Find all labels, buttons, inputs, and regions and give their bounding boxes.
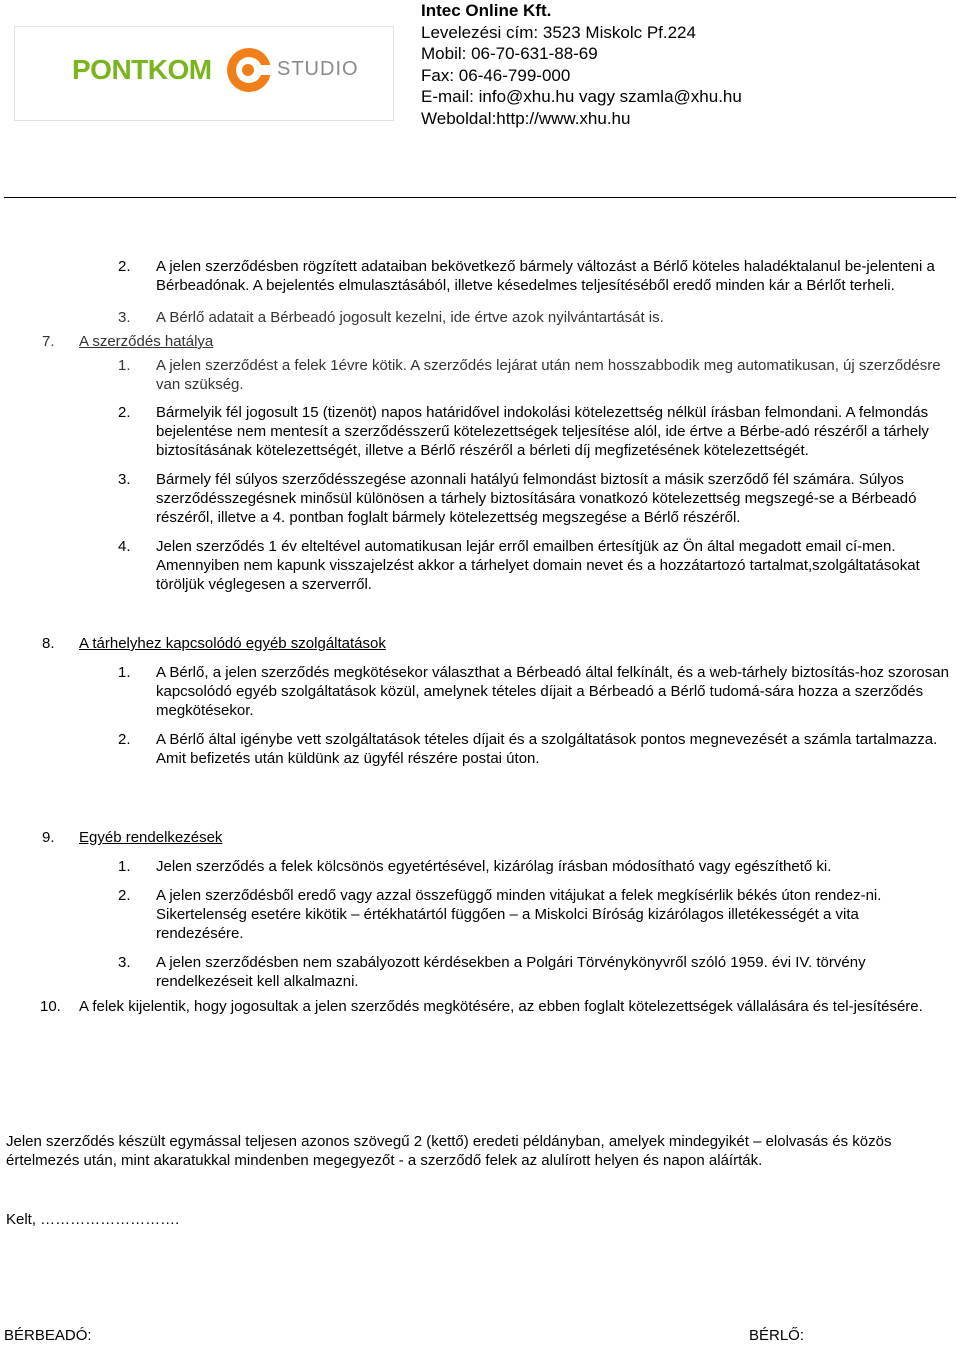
- item-number: 4.: [118, 538, 131, 555]
- sec9-item-2: [0, 886, 960, 943]
- header-divider: [4, 197, 956, 198]
- sec7-heading: [0, 332, 960, 351]
- item-text: Jelen szerződés 1 év elteltével automatikusan lejár erről emailben értesítjük az Ön által megadott email cí-men. Amennyiben nem kapunk visszajelzést akkor a tárhelyet domain nevet és a hozzátartozó tartalmat,szolgáltatásokat töröljük véglegesen a szerverről.: [156, 538, 920, 593]
- section-number: 8.: [42, 635, 55, 652]
- section-title: A szerződés hatálya: [79, 333, 214, 350]
- sec7-item-4: [0, 537, 960, 594]
- section-title: A tárhelyhez kapcsolódó egyéb szolgáltatások: [79, 635, 386, 652]
- company-logo: [14, 26, 394, 121]
- item-number: 2.: [118, 404, 131, 421]
- pontkom-logo-image: [15, 27, 395, 122]
- company-email: E-mail: info@xhu.hu vagy szamla@xhu.hu: [421, 87, 742, 106]
- item-text: Bármelyik fél jogosult 15 (tizenöt) napos határidővel indokolási kötelezettség nélkül írásban felmondani. A felmondás bejelentése nem mentesít a szerződésszerű kötelezettségek teljesítése alól, ide értve a Bérbe-adó részéről a tárhely biztosításának kötelezettségét, illetve a Bérlő részéről a bérleti díj megfizetésének kötelezettségét.: [156, 404, 929, 459]
- sec9-item-3: [0, 953, 960, 991]
- item-text: A jelen szerződésben nem szabályozott kérdésekben a Polgári Törvénykönyvről szóló 1959. évi IV. törvény rendelkezéseit kell alkalmazni.: [156, 954, 866, 990]
- company-mobile: Mobil: 06-70-631-88-69: [421, 44, 598, 63]
- item-number: 3.: [118, 309, 131, 326]
- section-number: 9.: [42, 829, 55, 846]
- company-address: Levelezési cím: 3523 Miskolc Pf.224: [421, 22, 696, 42]
- section-number: 10.: [40, 998, 61, 1015]
- item-text: A Bérlő által igénybe vett szolgáltatások tételes díjait és a szolgáltatások pontos megnevezését a számla tartalmazza. Amit befizetés után küldünk az ügyfél részére postai úton.: [156, 731, 938, 767]
- section-number: 7.: [42, 333, 55, 350]
- item-number: 1.: [118, 664, 131, 681]
- sec10: [0, 997, 960, 1016]
- closing-paragraph: Jelen szerződés készült egymással teljesen azonos szövegű 2 (kettő) eredeti példányban, amelyek mindegyikét – elolvasás és közös értelmezés után, mint akaratukkal mindenben megegyezőt - a szerződő felek az alulírott helyen és napon aláírták.: [6, 1133, 892, 1169]
- company-fax: Fax: 06-46-799-000: [421, 65, 571, 85]
- section-title: Egyéb rendelkezések: [79, 829, 223, 846]
- item-number: 2.: [118, 258, 131, 275]
- item-number: 1.: [118, 357, 131, 374]
- item-text: A jelen szerződésben rögzített adataiban bekövetkező bármely változást a Bérlő köteles haladéktalanul be-jelenteni a Bérbeadónak. A bejelentés elmulasztásából, illetve késedelmes teljesítéséből eredő minden kár a Bérlőt terheli.: [156, 258, 935, 294]
- sec8-item-2: [0, 730, 960, 768]
- kelt-line: Kelt, ……………………….: [6, 1211, 180, 1228]
- item-number: 3.: [118, 471, 131, 488]
- item-text: A jelen szerződésből eredő vagy azzal összefüggő minden vitájukat a felek megkísérlik békés úton rendez-ni. Sikertelenség esetére kikötik – értékhatártól függően – a Miskolci Bíróság kizárólagos illetékességét a vita rendezésére.: [156, 887, 882, 942]
- sec9-item-1: [0, 857, 960, 876]
- sec6-item-2: [0, 257, 960, 295]
- item-number: 1.: [118, 858, 131, 875]
- company-web: Weboldal:http://www.xhu.hu: [421, 108, 631, 128]
- svg-text:PONTKOM: PONTKOM: [72, 54, 212, 85]
- item-text: Bármely fél súlyos szerződésszegése azonnali hatályú felmondást biztosít a másik szerződő fél számára. Súlyos szerződésszegésnek minősül különösen a tárhely biztosítására vonatkozó kötelezettség megszegé-se a Bérbeadó részéről, illetve a 4. pontban foglalt bármely kötelezettség megszegése a Bérlő részéről.: [156, 471, 917, 526]
- contract-body: [0, 257, 960, 1016]
- sec9-heading: [0, 828, 960, 847]
- sec7-item-2: [0, 403, 960, 460]
- item-text: Jelen szerződés a felek kölcsönös egyetértésével, kizárólag írásban módosítható vagy egészíthető ki.: [156, 858, 832, 875]
- sec6-item-3: [0, 308, 960, 327]
- item-text: A Bérlő adatait a Bérbeadó jogosult kezelni, ide értve azok nyilvántartását is.: [156, 309, 664, 326]
- company-name: Intec Online Kft.: [421, 1, 552, 20]
- sec8-item-1: [0, 663, 960, 720]
- sec8-heading: [0, 634, 960, 653]
- sec7-item-1: [0, 356, 960, 394]
- lessee-signature-label: BÉRLŐ:: [749, 1327, 805, 1344]
- item-number: 2.: [118, 731, 131, 748]
- sec7-item-3: [0, 470, 960, 527]
- item-text: A jelen szerződést a felek 1évre kötik. A szerződés lejárat után nem hosszabbodik meg automatikusan, új szerződésre van szükség.: [156, 357, 941, 393]
- item-number: 2.: [118, 887, 131, 904]
- item-number: 3.: [118, 954, 131, 971]
- section-text: A felek kijelentik, hogy jogosultak a jelen szerződés megkötésére, az ebben foglalt kötelezettségek vállalására és tel-jesítésére.: [79, 998, 923, 1015]
- lessor-signature-label: BÉRBEADÓ:: [4, 1327, 92, 1344]
- company-info: [421, 0, 742, 129]
- item-text: A Bérlő, a jelen szerződés megkötésekor választhat a Bérbeadó által felkínált, és a web-tárhely biztosítás-hoz szorosan kapcsolódó egyéb szolgáltatások közül, amelynek tételes díjait a Bérbeadó a Bérlő tudomá-sára hozza a szerződés megkötésekor.: [156, 664, 949, 719]
- svg-text:STUDIO: STUDIO: [277, 58, 359, 80]
